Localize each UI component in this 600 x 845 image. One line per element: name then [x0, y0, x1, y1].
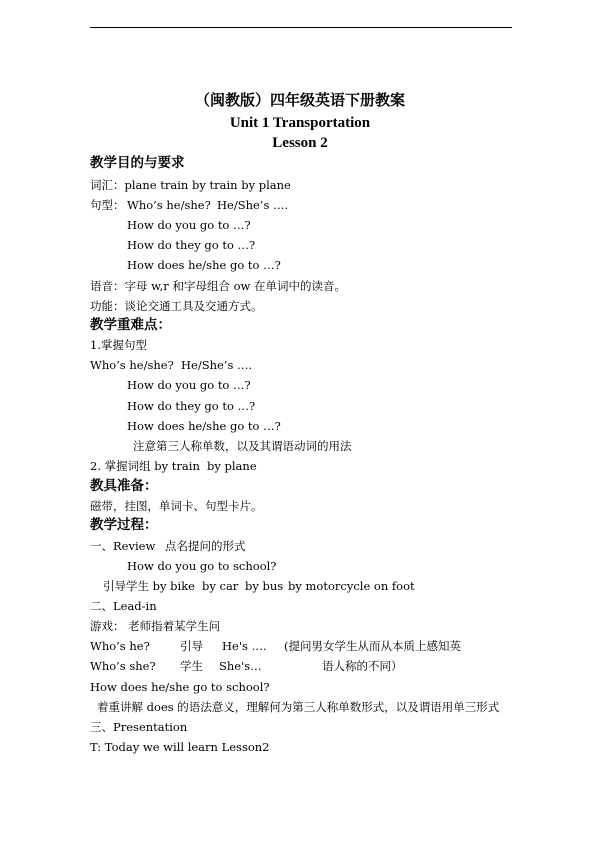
dialog-cell: (提问男女学生从而从本质上感知英 — [284, 639, 461, 653]
pattern-line: How does he/she go to …? — [127, 419, 281, 433]
step-text: 游戏： 老师指着某学生问 — [90, 619, 221, 633]
step-text: How does he/she go to school? — [90, 680, 270, 694]
dialog-cell: 引导 — [180, 639, 203, 653]
header-rule — [90, 27, 512, 28]
phonics-line: 语音：字母 w,r 和字母组合 ow 在单词中的读音。 — [90, 279, 347, 293]
step-heading: 二、Lead-in — [90, 599, 157, 613]
dialog-cell: 语人称的不同） — [322, 659, 403, 673]
step-heading: 一、Review — [90, 539, 156, 553]
step-heading: 三、Presentation — [90, 720, 188, 734]
vocab-line: 词汇：plane train by train by plane — [90, 178, 291, 192]
dialog-cell: She's… — [219, 659, 262, 673]
section-heading-key-points: 教学重难点： — [90, 317, 171, 333]
step-text: 引导学生 by bike — [103, 579, 195, 593]
step-text: by car — [202, 579, 239, 593]
note-line: 注意第三人称单数，以及其谓语动词的用法 — [133, 439, 352, 453]
step-text: by motorcycle on foot — [288, 579, 415, 593]
step-text: 着重讲解 does 的语法意义，理解何为第三人称单数形式，以及谓语用单三形式 — [97, 700, 500, 714]
step-text: How do you go to school? — [127, 559, 277, 573]
function-line: 功能：谈论交通工具及交通方式。 — [90, 299, 263, 313]
materials-line: 磁带，挂图，单词卡、句型卡片。 — [90, 499, 263, 513]
dialog-cell: 学生 — [180, 659, 203, 673]
unit-title: Unit 1 Transportation — [229, 115, 371, 131]
section-heading-objectives: 教学目的与要求 — [90, 155, 185, 171]
section-heading-materials: 教具准备： — [90, 478, 158, 494]
dialog-cell: Who’s he? — [90, 639, 150, 653]
pattern-line: How do they go to …? — [127, 399, 256, 413]
key-point-item: 2. 掌握词组 by train — [90, 459, 200, 473]
doc-title: （闽教版）四年级英语下册教案 — [194, 91, 405, 109]
section-heading-procedure: 教学过程： — [90, 517, 158, 533]
step-text: T: Today we will learn Lesson2 — [90, 740, 270, 754]
key-point-item: 1.掌握句型 — [90, 338, 147, 352]
pattern-line: How do they go to …? — [127, 238, 256, 252]
pattern-line: How do you go to …? — [127, 218, 251, 232]
pattern-line: He/She’s …. — [181, 358, 253, 372]
step-text: by bus — [245, 579, 284, 593]
lesson-title: Lesson 2 — [272, 135, 328, 151]
pattern-line: Who’s he/she? — [90, 358, 174, 372]
pattern-line: How does he/she go to …? — [127, 258, 281, 272]
dialog-cell: Who’s she? — [90, 659, 156, 673]
pattern-line: Who’s he/she? — [127, 198, 211, 212]
pattern-label: 句型： — [90, 198, 125, 212]
step-text: 点名提问的形式 — [165, 539, 246, 553]
pattern-line: How do you go to …? — [127, 378, 251, 392]
pattern-line: He/She’s …. — [217, 198, 289, 212]
dialog-cell: He's …. — [222, 639, 267, 653]
key-point-item: by plane — [207, 459, 257, 473]
